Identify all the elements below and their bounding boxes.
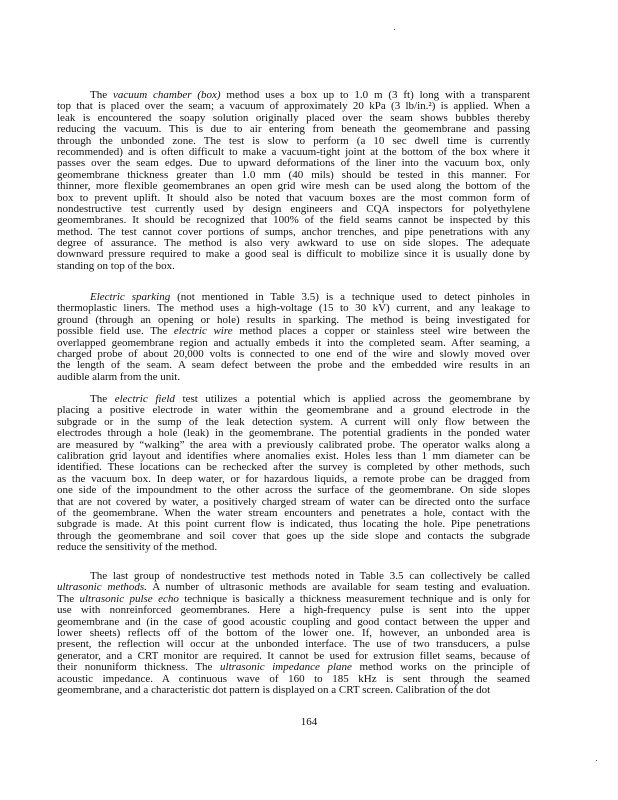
text-segment: top that is placed over the seam; a vacuum of approximately 20 kPa (3 lb/in.²) is applied. When a bbox=[57, 100, 530, 113]
text-segment: subgrade is made. At this point current flow is indicated, thus locating the hole. Pipe penetrations bbox=[57, 518, 530, 531]
text-segment: leak is encountered the soapy solution originally placed over the seam shows bubbles thereby bbox=[57, 111, 530, 124]
text-segment: generator, and a CRT monitor are required. It cannot be used for extrusion fillet seams, because of bbox=[57, 649, 530, 662]
text-segment: The bbox=[90, 89, 113, 101]
text-segment: nondestructive test currently used by design engineers and CQA inspectors for polyethylene bbox=[57, 202, 530, 215]
text-segment: are measured by “walking” the area with a previously calibrated probe. The operator walks along a bbox=[57, 438, 530, 451]
text-line bbox=[57, 372, 530, 383]
paragraph-electric-field bbox=[57, 394, 530, 553]
text-segment: method places a copper or stainless steel wire between the bbox=[232, 325, 531, 338]
text-segment: of the geomembrane. When the water stream encounters and penetrates a hole, contact with the bbox=[57, 506, 530, 519]
text-segment: degree of assurance. The method is also very awkward to use on side slopes. The adequate bbox=[57, 237, 530, 250]
text-segment: geomembrane and (in the case of good acoustic coupling and good contact between the upper and bbox=[57, 615, 530, 628]
text-line bbox=[57, 261, 530, 272]
italic-term: vacuum chamber (box) bbox=[112, 89, 221, 101]
text-segment: thermoplastic liners. The method uses a high-voltage (15 to 30 kV) current, and any leakage to bbox=[57, 302, 530, 315]
text-segment: standing on top of the box. bbox=[57, 259, 175, 272]
italic-term: ultrasonic pulse echo bbox=[79, 592, 179, 605]
paragraph-ultrasonic-methods bbox=[57, 571, 530, 696]
text-segment: overlapped geomembrane region and actually embeds it into the completed seam. After seaming, a bbox=[57, 336, 530, 349]
text-segment: as the vacuum box. In deep water, or for hazardous liquids, a remote probe can be dragged from bbox=[57, 472, 530, 485]
text-segment: calibration grid layout and identifies where anomalies exist. Holes less than 1 mm diameter can be bbox=[57, 449, 530, 462]
text-segment: passes over the seam edges. Due to upward deformations of the liner into the vacuum box, only bbox=[57, 157, 530, 170]
text-segment: audible alarm from the unit. bbox=[57, 370, 181, 383]
text-segment: use with nonreinforced geomembranes. Here a high-frequency pulse is sent into the upper bbox=[57, 604, 530, 617]
text-segment: technique is basically a thickness measurement technique and is only for bbox=[178, 592, 530, 605]
text-segment: thinner, more flexible geomembranes an open grid wire mesh can be used along the bottom of the bbox=[57, 180, 530, 193]
text-segment: that are not covered by water, a positively charged stream of water can be directed onto the surface bbox=[57, 495, 530, 508]
text-segment: method uses a box up to 1.0 m (3 ft) long with a transparent bbox=[220, 89, 531, 101]
text-line bbox=[57, 542, 530, 553]
text-segment: geomembranes. It should be recognized that 100% of the field seams cannot be inspected by this bbox=[57, 214, 530, 227]
text-segment: the length of the seam. A seam defect between the probe and the embedded wire results in an bbox=[57, 359, 530, 372]
italic-term: electric field bbox=[114, 393, 175, 405]
text-segment: through the unbonded zone. The test is slow to perform (a 10 sec dwell time is currently bbox=[57, 134, 530, 147]
text-segment: downward pressure required to make a good seal is difficult to mobilize since it is usually done by bbox=[57, 248, 530, 261]
text-segment: (not mentioned in Table 3.5) is a technique used to detect pinholes in bbox=[170, 291, 530, 303]
text-segment: possible field use. The bbox=[57, 325, 174, 338]
text-segment: method. The test cannot cover portions of sumps, anchor trenches, and pipe penetrations with any bbox=[57, 225, 530, 238]
text-segment: subgrade or in the sump of the leak detection system. A current will only flow between the bbox=[57, 415, 530, 428]
italic-term: Electric sparking bbox=[90, 291, 171, 303]
text-segment: through the geomembrane and soil cover that goes up the side slope and contacts the subgrade bbox=[57, 529, 530, 542]
page-number: 164 bbox=[300, 716, 318, 728]
text-segment: The bbox=[90, 393, 115, 405]
italic-term: ultrasonic methods. bbox=[57, 581, 147, 594]
text-segment: recommended) and is often difficult to make a vacuum-tight joint at the bottom of the box where it bbox=[57, 145, 530, 158]
text-segment: present, the reflection will occur at the unbonded interface. The use of two transducers, a pulse bbox=[57, 638, 530, 651]
italic-term: ultrasonic impedance plane bbox=[220, 661, 352, 674]
text-segment: geomembrane thickness greater than 1.0 mm (40 mils) should be tested in this manner. For bbox=[57, 168, 530, 181]
text-segment: charged probe of about 20,000 volts is connected to one end of the wire and slowly moved over bbox=[57, 347, 530, 360]
text-segment: box to prevent uplift. It should also be noted that vacuum boxes are the most common form of bbox=[57, 191, 530, 204]
text-segment: ground (through an opening or hole) results in sparking. The method is being investigated for bbox=[57, 313, 530, 326]
text-segment: one side of the impoundment to the other across the surface of the geomembrane. On side slopes bbox=[57, 484, 530, 497]
text-segment: test utilizes a potential which is applied across the geomembrane by bbox=[174, 393, 530, 405]
scan-speck bbox=[394, 29, 395, 30]
text-segment: electrodes through a hole (leak) in the geomembrane. The potential gradients in the ponded water bbox=[57, 427, 530, 440]
text-segment: The last group of nondestructive test methods noted in Table 3.5 can collectively be called bbox=[90, 570, 530, 582]
text-segment: A number of ultrasonic methods are available for seam testing and evaluation. bbox=[146, 581, 531, 594]
italic-term: electric wire bbox=[173, 325, 233, 338]
text-segment: geomembrane, and a characteristic dot pattern is displayed on a CRT screen. Calibration of the dot bbox=[57, 683, 491, 696]
text-segment: method works on the principle of bbox=[351, 661, 530, 674]
paragraph-vacuum-chamber bbox=[57, 90, 530, 272]
text-segment: identified. These locations can be rechecked after the survey is completed by other methods, such bbox=[57, 461, 530, 474]
text-segment: The bbox=[57, 592, 80, 605]
scan-speck bbox=[596, 760, 597, 761]
text-segment: reducing the vacuum. This is due to air entering from beneath the geomembrane and passing bbox=[57, 123, 530, 136]
text-segment: acoustic impedance. A continuous wave of 160 to 185 kHz is sent through the seamed bbox=[57, 672, 530, 685]
text-segment: their nonuniform thickness. The bbox=[57, 661, 221, 674]
text-segment: lower sheets) reflects off of the bottom of the lower one. If, however, an unbonded area is bbox=[57, 626, 530, 639]
paragraph-electric-sparking bbox=[57, 292, 530, 383]
text-segment: placing a positive electrode in water within the geomembrane and a ground electrode in the bbox=[57, 404, 530, 417]
text-line bbox=[57, 685, 530, 696]
text-segment: reduce the sensitivity of the method. bbox=[57, 541, 218, 554]
